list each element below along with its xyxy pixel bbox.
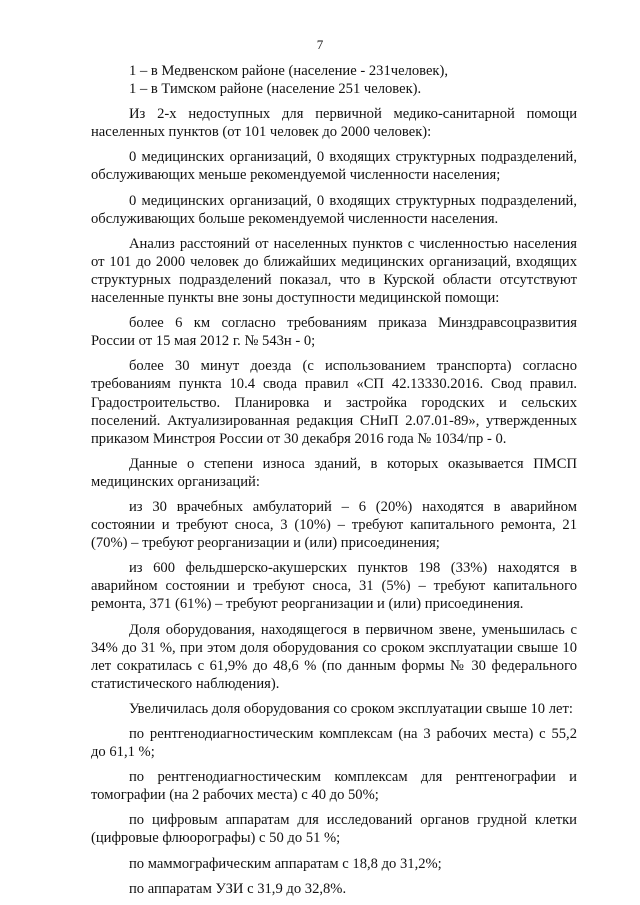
paragraph: из 600 фельдшерско-акушерских пунктов 198 (33%) находятся в аварийном состоянии и требуют сноса, 31 (5%) – требуют капитального ремонта, 371 (61%) – требуют реорганизации и (или) присоединения.	[91, 560, 577, 613]
paragraph: по аппаратам УЗИ с 31,9 до 32,8%.	[129, 880, 347, 897]
paragraph: более 6 км согласно требованиям приказа Минздравсоцразвития России от 15 мая 2012 г. № 543н - 0;	[91, 315, 577, 350]
paragraph: Увеличилась доля оборудования со сроком эксплуатации свыше 10 лет:	[129, 700, 573, 717]
paragraph: по цифровым аппаратам для исследований органов грудной клетки (цифровые флюорографы) с 50 до 51 %;	[91, 812, 577, 847]
document-body	[91, 62, 577, 898]
paragraph: Данные о степени износа зданий, в которых оказывается ПМСП медицинских организаций:	[91, 455, 577, 490]
paragraph: 0 медицинских организаций, 0 входящих структурных подразделений, обслуживающих меньше рекомендуемой численности населения;	[91, 149, 577, 184]
page-number: 7	[316, 37, 324, 52]
paragraph: по маммографическим аппаратам с 18,8 до 31,2%;	[129, 855, 442, 872]
paragraph: 0 медицинских организаций, 0 входящих структурных подразделений, обслуживающих больше рекомендуемой численности населения.	[91, 192, 577, 227]
paragraph: Доля оборудования, находящегося в первичном звене, уменьшилась с 34% до 31 %, при этом доля оборудования со сроком эксплуатации свыше 10 лет сократилась с 61,9% до 48,6 % (по данным формы № 30 федерального статистического наблюдения).	[91, 621, 577, 692]
paragraph: по рентгенодиагностическим комплексам (на 3 рабочих места) с 55,2 до 61,1 %;	[91, 726, 577, 761]
paragraph: из 30 врачебных амбулаторий – 6 (20%) находятся в аварийном состоянии и требуют сноса, 3 (10%) – требуют капитального ремонта, 21 (70%) – требуют реорганизации и (или) присоединения;	[91, 498, 577, 552]
paragraph: по рентгенодиагностическим комплексам для рентгенографии и томографии (на 2 рабочих места) с 40 до 50%;	[91, 769, 577, 804]
paragraph: Из 2-х недоступных для первичной медико-санитарной помощи населенных пунктов (от 101 человек до 2000 человек):	[91, 106, 577, 141]
paragraph: Анализ расстояний от населенных пунктов с численностью населения от 101 до 2000 человек до ближайших медицинских организаций, входящих структурных подразделений показал, что в Курской области отсутствуют населенные пункты вне зоны доступности медицинской помощи:	[91, 235, 577, 307]
paragraph: 1 – в Тимском районе (население 251 человек).	[129, 81, 422, 98]
paragraph: более 30 минут доезда (с использованием транспорта) согласно требованиям пункта 10.4 свода правил «СП 42.13330.2016. Свод правил. Градостроительство. Планировка и застройка городских и сельских поселений. Актуализированная редакция СНиП 2.07.01-89», утвержденных приказом Минстроя России от 30 декабря 2016 года № 1034/пр - 0.	[91, 358, 577, 447]
paragraph: 1 – в Медвенском районе (население - 231человек),	[129, 63, 449, 79]
